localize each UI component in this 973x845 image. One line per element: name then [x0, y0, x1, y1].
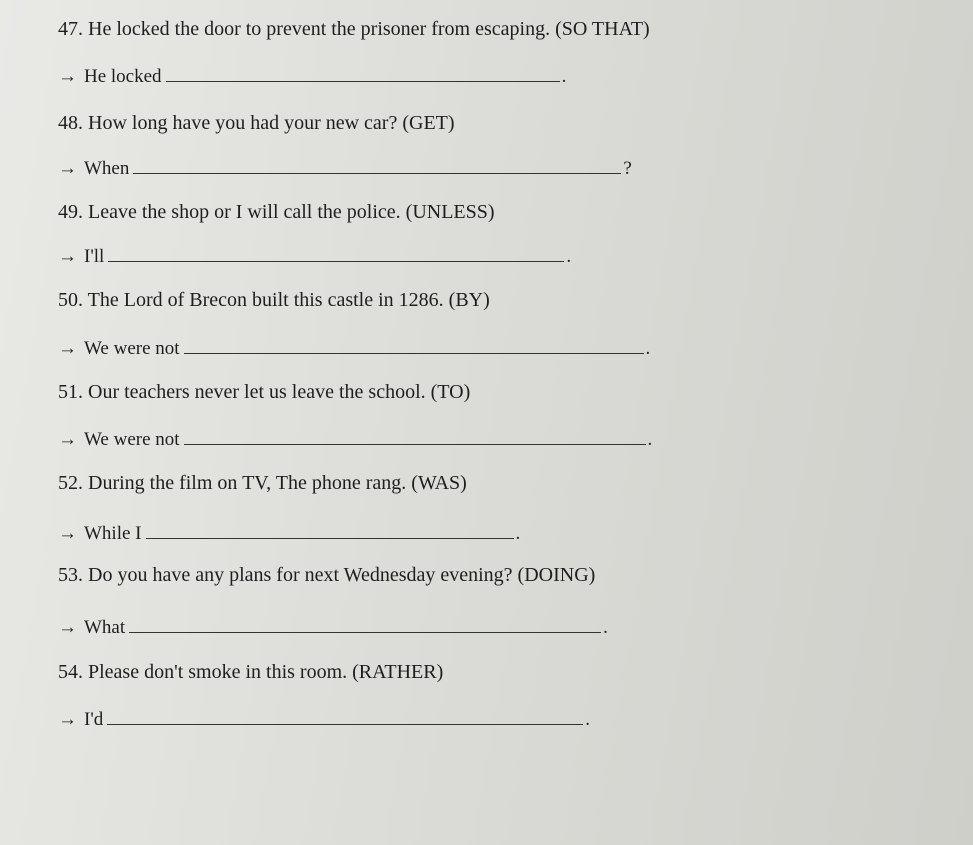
answer-blank-53[interactable]: [129, 614, 601, 633]
question-47: 47. He locked the door to prevent the prisoner from escaping. (SO THAT): [58, 18, 650, 40]
answer-prompt: We were not: [84, 338, 180, 359]
answer-line-50: [58, 335, 650, 361]
answer-blank-48[interactable]: [133, 155, 621, 174]
answer-line-53: [58, 614, 608, 640]
answer-prompt: We were not: [84, 429, 180, 450]
answer-ending: .: [645, 338, 651, 359]
answer-ending: .: [515, 523, 521, 544]
answer-blank-47[interactable]: [166, 63, 560, 82]
answer-ending: .: [561, 66, 567, 87]
arrow-icon: →: [58, 66, 77, 87]
answer-ending: .: [585, 709, 591, 730]
arrow-icon: →: [58, 338, 77, 359]
answer-prompt: What: [84, 617, 126, 638]
answer-prompt: When: [84, 158, 130, 179]
question-48: 48. How long have you had your new car? (GET): [58, 112, 455, 134]
question-51: 51. Our teachers never let us leave the school. (TO): [58, 381, 471, 403]
arrow-icon: →: [58, 617, 77, 638]
answer-line-47: [58, 63, 566, 89]
answer-blank-54[interactable]: [107, 706, 583, 725]
answer-prompt: I'd: [84, 709, 104, 730]
arrow-icon: →: [58, 246, 77, 267]
answer-blank-52[interactable]: [146, 520, 514, 539]
answer-line-52: [58, 520, 520, 546]
answer-prompt: He locked: [84, 66, 162, 87]
question-50: 50. The Lord of Brecon built this castle in 1286. (BY): [58, 289, 490, 311]
answer-blank-49[interactable]: [108, 243, 564, 262]
answer-line-51: [58, 426, 652, 452]
arrow-icon: →: [58, 429, 77, 450]
answer-blank-50[interactable]: [184, 335, 644, 354]
arrow-icon: →: [58, 709, 77, 730]
answer-ending: .: [647, 429, 653, 450]
answer-line-54: [58, 706, 590, 732]
question-53: 53. Do you have any plans for next Wednesday evening? (DOING): [58, 564, 596, 586]
answer-ending: .: [566, 246, 572, 267]
arrow-icon: →: [58, 158, 77, 179]
answer-blank-51[interactable]: [184, 426, 646, 445]
answer-line-49: [58, 243, 571, 269]
question-52: 52. During the film on TV, The phone rang. (WAS): [58, 472, 467, 494]
answer-ending: .: [603, 617, 608, 638]
question-49: 49. Leave the shop or I will call the police. (UNLESS): [58, 201, 495, 223]
answer-prompt: While I: [84, 523, 142, 544]
question-54: 54. Please don't smoke in this room. (RATHER): [58, 661, 444, 683]
answer-ending: ?: [623, 158, 632, 179]
answer-line-48: [58, 155, 632, 181]
arrow-icon: →: [58, 523, 77, 544]
answer-prompt: I'll: [84, 246, 105, 267]
